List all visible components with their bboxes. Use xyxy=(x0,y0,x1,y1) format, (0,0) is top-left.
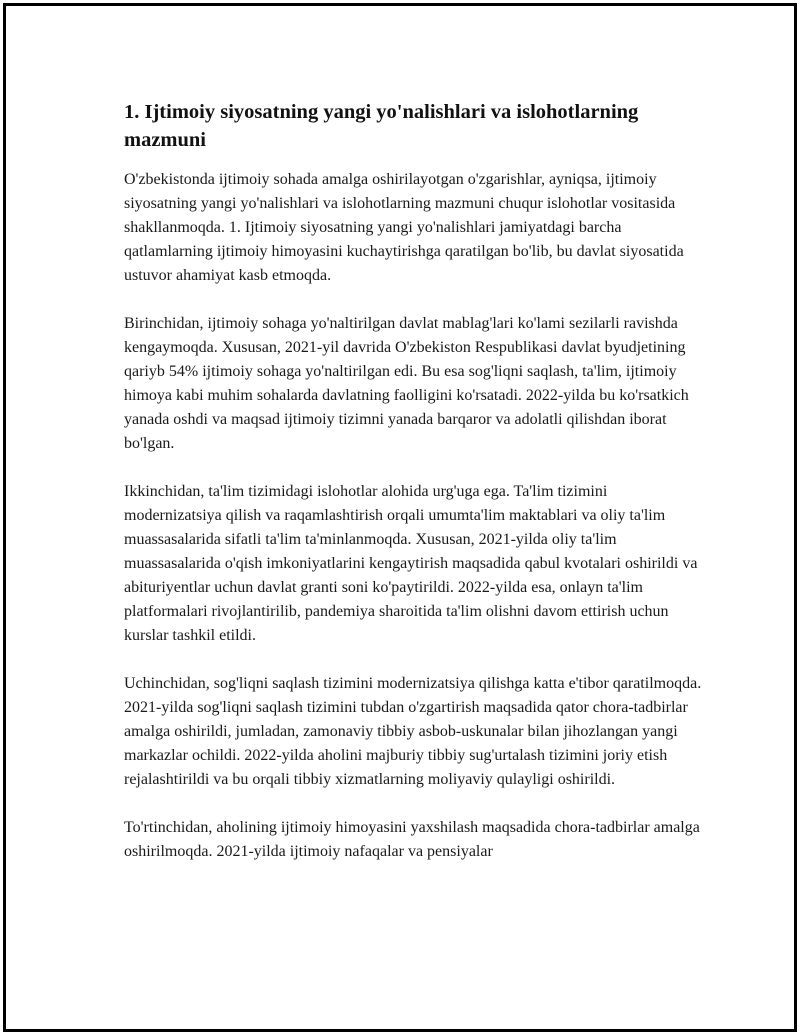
paragraph-fourth: To'rtinchidan, aholining ijtimoiy himoyasini yaxshilash maqsadida chora-tadbirlar amalga oshirilmoqda. 2021-yilda ijtimoiy nafaqalar va pensiyalar xyxy=(124,819,700,860)
paragraph-first: Birinchidan, ijtimoiy sohaga yo'naltirilgan davlat mablag'lari ko'lami sezilarli ravishda kengaymoqda. Xususan, 2021-yil davrida O'zbekiston Respublikasi davlat byudjetining qariyb 54% ijtimoiy sohaga yo'naltirilgan edi. Bu esa sog'liqni saqlash, ta'lim, ijtimoiy himoya kabi muhim sohalarda davlatning faolligini ko'rsatadi. 2022-yilda bu ko'rsatkich yanada oshdi va maqsad ijtimoiy tizimni yanada barqaror va adolatli qilishdan iborat bo'lgan. xyxy=(124,315,689,452)
paragraph-third: Uchinchidan, sog'liqni saqlash tizimini modernizatsiya qilishga katta e'tibor qaratilmoqda. 2021-yilda sog'liqni saqlash tizimini tubdan o'zgartirish maqsadida qator chora-tadbirlar amalga oshirildi, jumladan, zamonaviy tibbiy asbob-uskunalar bilan jihozlangan yangi markazlar ochildi. 2022-yilda aholini majburiy tibbiy sug'urtalash tizimini joriy etish rejalashtirildi va bu orqali tibbiy xizmatlarning moliyaviy qulayligi oshirildi. xyxy=(124,675,702,788)
document-body xyxy=(124,98,706,888)
paragraph-second: Ikkinchidan, ta'lim tizimidagi islohotlar alohida urg'uga ega. Ta'lim tizimini modernizatsiya qilish va raqamlashtirish orqali umumta'lim maktablari va oliy ta'lim muassasalarida sifatli ta'lim ta'minlanmoqda. Xususan, 2021-yilda oliy ta'lim muassasalarida o'qish imkoniyatlarini kengaytirish maqsadida qabul kvotalari oshirildi va abituriyentlar uchun davlat granti soni ko'paytirildi. 2022-yilda esa, onlayn ta'lim platformalari rivojlantirilib, pandemiya sharoitida ta'lim olishni davom ettirish uchun kurslar tashkil etildi. xyxy=(124,483,698,644)
page-frame xyxy=(3,3,797,1032)
paragraph-intro: O'zbekistonda ijtimoiy sohada amalga oshirilayotgan o'zgarishlar, ayniqsa, ijtimoiy siyosatning yangi yo'nalishlari va islohotlarning mazmuni chuqur islohotlar vositasida shakllanmoqda. 1. Ijtimoiy siyosatning yangi yo'nalishlari jamiyatdagi barcha qatlamlarning ijtimoiy himoyasini kuchaytirishga qaratilgan bo'lib, bu davlat siyosatida ustuvor ahamiyat kasb etmoqda. xyxy=(124,171,684,284)
document-title: 1. Ijtimoiy siyosatning yangi yo'nalishlari va islohotlarning mazmuni xyxy=(124,101,639,151)
